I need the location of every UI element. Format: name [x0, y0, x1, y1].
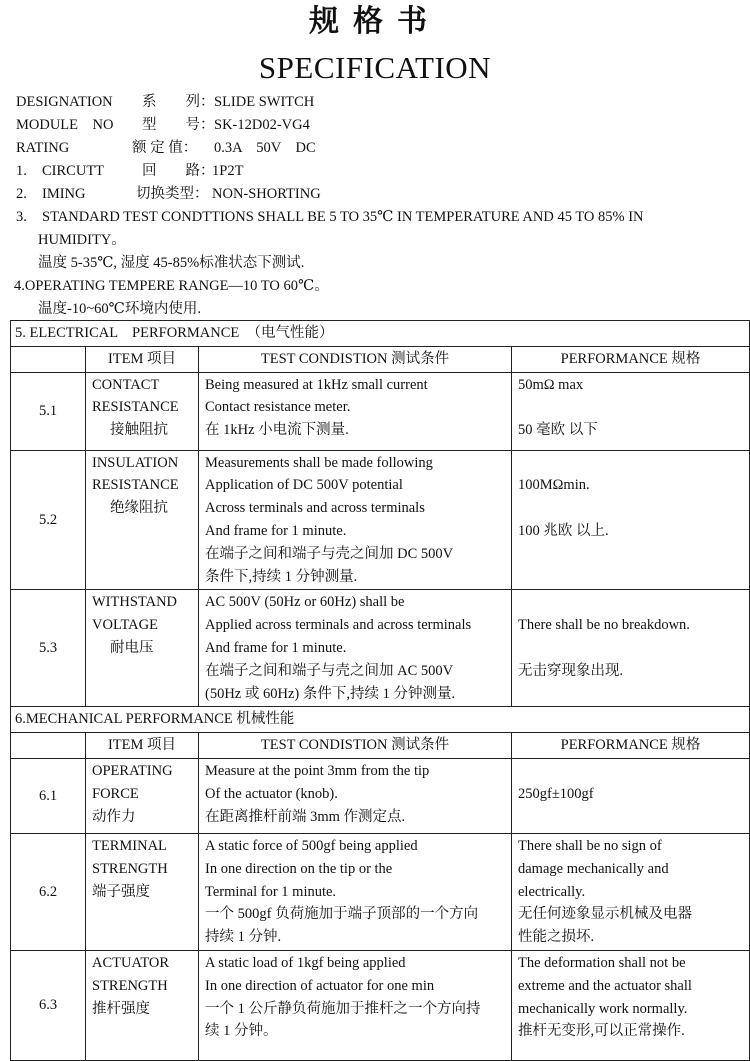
row-item [86, 833, 199, 950]
header-item: ITEM 项目 [86, 733, 199, 759]
table-row [11, 450, 750, 590]
row-condition [199, 590, 512, 707]
circuit-value: 1P2T [212, 163, 244, 179]
condition-line: 在距离推杆前端 3mm 作测定点. [205, 808, 406, 825]
electrical-column-headers [11, 346, 750, 372]
operating-note-row [16, 298, 736, 321]
module-value: SK-12D02-VG4 [214, 117, 310, 133]
operating-line: 4.OPERATING TEMPERE RANGE—10 TO 60℃。 [14, 278, 329, 294]
item-line: STRENGTH [92, 977, 168, 994]
performance-line: The deformation shall not be [518, 954, 686, 971]
performance-gap [518, 497, 743, 520]
header-item: ITEM 项目 [86, 346, 199, 372]
item-line: FORCE [92, 785, 139, 802]
condition-line: Measurements shall be made following [205, 454, 433, 471]
electrical-section-title: 5. ELECTRICAL PERFORMANCE （电气性能） [11, 321, 750, 347]
item-line: WITHSTAND [92, 594, 178, 611]
condition-line: A static load of 1kgf being applied [205, 954, 406, 971]
condition-line: And frame for 1 minute. [205, 522, 347, 539]
row-item [86, 758, 199, 833]
performance-gap [518, 452, 743, 475]
standard-line-2: HUMIDITY。 [38, 232, 126, 248]
page-title-cn: 规格书 [309, 4, 441, 39]
item-line: 绝缘阻抗 [110, 500, 168, 517]
standard-number: 3. [16, 209, 27, 225]
spec-table [10, 320, 750, 1061]
header-performance: PERFORMANCE 规格 [512, 346, 750, 372]
item-line: 耐电压 [110, 639, 154, 656]
condition-line: In one direction on the tip or the [205, 860, 393, 877]
timing-label-cn: 切换类型： [136, 186, 209, 202]
designation-row [16, 91, 736, 114]
row-condition [199, 758, 512, 833]
item-line: VOLTAGE [92, 617, 158, 634]
condition-line: AC 500V (50Hz or 60Hz) shall be [205, 594, 405, 611]
condition-line: Applied across terminals and across terminals [205, 617, 472, 634]
performance-gap [518, 637, 743, 660]
item-line: ACTUATOR [92, 954, 170, 971]
designation-value: SLIDE SWITCH [214, 94, 315, 110]
condition-line: A static force of 500gf being applied [205, 837, 418, 854]
circuit-label-cn: 回 路： [142, 163, 215, 179]
module-row [16, 114, 736, 137]
condition-line: 一个 500gf 负荷施加于端子顶部的一个方向 [205, 906, 479, 923]
table-row [11, 590, 750, 707]
performance-line: damage mechanically and [518, 860, 669, 877]
condition-line: Measure at the point 3mm from the tip [205, 762, 430, 779]
rating-label-cn: 额 定 值： [132, 140, 198, 156]
condition-line: And frame for 1 minute. [205, 639, 347, 656]
row-performance [512, 372, 750, 450]
condition-line: Terminal for 1 minute. [205, 883, 337, 900]
standard-note: 温度 5-35℃, 湿度 45-85%标准状态下测试. [38, 255, 305, 271]
spec-info [16, 91, 736, 321]
standard-line-1: STANDARD TEST CONDTTIONS SHALL BE 5 TO 35℃ IN TEMPERATURE AND 45 TO 85% IN [42, 209, 644, 225]
condition-line: 续 1 分钟。 [205, 1023, 278, 1040]
item-line: 接触阻抗 [110, 422, 168, 439]
table-row [11, 758, 750, 833]
header-blank [11, 346, 86, 372]
performance-line: 100MΩmin. [518, 477, 590, 494]
mechanical-section-header [11, 707, 750, 733]
performance-line: 无击穿现象出现. [518, 662, 624, 679]
condition-line: Being measured at 1kHz small current [205, 376, 428, 393]
condition-line: 条件下,持续 1 分钟测量. [205, 568, 358, 585]
table-row [11, 833, 750, 950]
standard-row [16, 206, 736, 229]
item-line: 动作力 [92, 808, 136, 825]
condition-line: 持续 1 分钟. [205, 929, 282, 946]
row-number: 6.1 [11, 758, 86, 833]
item-line: 推杆强度 [92, 1000, 150, 1017]
row-condition [199, 450, 512, 590]
standard-row-2 [16, 229, 736, 252]
header-condition: TEST CONDISTION 测试条件 [199, 346, 512, 372]
item-line: RESISTANCE [92, 399, 179, 416]
designation-label-cn: 系 列： [142, 94, 215, 110]
performance-gap [518, 760, 743, 783]
performance-line: 无任何迹象显示机械及电器 [518, 906, 692, 923]
table-row [11, 950, 750, 1060]
item-line: STRENGTH [92, 860, 168, 877]
row-performance [512, 450, 750, 590]
rating-row [16, 137, 736, 160]
performance-line: mechanically work normally. [518, 1000, 688, 1017]
circuit-row [16, 160, 736, 183]
module-label-cn: 型 号： [142, 117, 215, 133]
circuit-label: CIRCUTT [42, 163, 105, 179]
row-number: 6.3 [11, 950, 86, 1060]
row-performance [512, 833, 750, 950]
mechanical-column-headers [11, 733, 750, 759]
row-item [86, 950, 199, 1060]
performance-line: electrically. [518, 883, 586, 900]
performance-line: 250gf±100gf [518, 785, 594, 802]
timing-label: IMING [42, 186, 86, 202]
header-performance: PERFORMANCE 规格 [512, 733, 750, 759]
row-performance [512, 590, 750, 707]
header-condition: TEST CONDISTION 测试条件 [199, 733, 512, 759]
performance-gap [518, 591, 743, 614]
module-label: MODULE NO [16, 117, 114, 133]
operating-row [16, 275, 736, 298]
mechanical-section-title: 6.MECHANICAL PERFORMANCE 机械性能 [11, 707, 750, 733]
performance-gap [518, 396, 743, 419]
row-number: 5.2 [11, 450, 86, 590]
rating-label: RATING [16, 140, 70, 156]
performance-line: There shall be no breakdown. [518, 617, 690, 634]
condition-line: Of the actuator (knob). [205, 785, 338, 802]
condition-line: 在 1kHz 小电流下测量. [205, 422, 349, 439]
condition-line: 在端子之间和端子与壳之间加 AC 500V [205, 662, 454, 679]
condition-line: 一个 1 公斤静负荷施加于推杆之一个方向持 [205, 1000, 481, 1017]
performance-line: 50 毫欧 以下 [518, 422, 598, 439]
timing-row [16, 183, 736, 206]
row-condition [199, 950, 512, 1060]
page-title-en: SPECIFICATION [258, 50, 492, 85]
row-condition [199, 833, 512, 950]
item-line: INSULATION [92, 454, 179, 471]
row-item [86, 590, 199, 707]
performance-line: 性能之损坏. [518, 929, 595, 946]
item-line: CONTACT [92, 376, 160, 393]
table-row [11, 372, 750, 450]
condition-line: Across terminals and across terminals [205, 500, 425, 517]
item-line: OPERATING [92, 762, 173, 779]
timing-value: NON-SHORTING [212, 186, 321, 202]
row-item [86, 450, 199, 590]
row-item [86, 372, 199, 450]
row-performance [512, 950, 750, 1060]
row-number: 5.3 [11, 590, 86, 707]
performance-line: 推杆无变形,可以正常操作. [518, 1023, 685, 1040]
item-line: 端子强度 [92, 883, 150, 900]
performance-line: extreme and the actuator shall [518, 977, 692, 994]
row-number: 5.1 [11, 372, 86, 450]
row-number: 6.2 [11, 833, 86, 950]
condition-line: Application of DC 500V potential [205, 477, 403, 494]
performance-line: 100 兆欧 以上. [518, 522, 609, 539]
circuit-number: 1. [16, 163, 27, 179]
condition-line: Contact resistance meter. [205, 399, 351, 416]
item-line: RESISTANCE [92, 477, 179, 494]
operating-note: 温度-10~60℃环境内使用. [38, 301, 202, 317]
standard-note-row [16, 252, 736, 275]
electrical-section-header [11, 321, 750, 347]
condition-line: (50Hz 或 60Hz) 条件下,持续 1 分钟测量. [205, 685, 456, 702]
condition-line: 在端子之间和端子与壳之间加 DC 500V [205, 545, 454, 562]
performance-line: 50mΩ max [518, 376, 584, 393]
row-performance [512, 758, 750, 833]
rating-value: 0.3A 50V DC [214, 140, 316, 156]
performance-line: There shall be no sign of [518, 837, 662, 854]
item-line: TERMINAL [92, 837, 167, 854]
timing-number: 2. [16, 186, 27, 202]
designation-label: DESIGNATION [16, 94, 113, 110]
condition-line: In one direction of actuator for one min [205, 977, 435, 994]
row-condition [199, 372, 512, 450]
header-blank [11, 733, 86, 759]
